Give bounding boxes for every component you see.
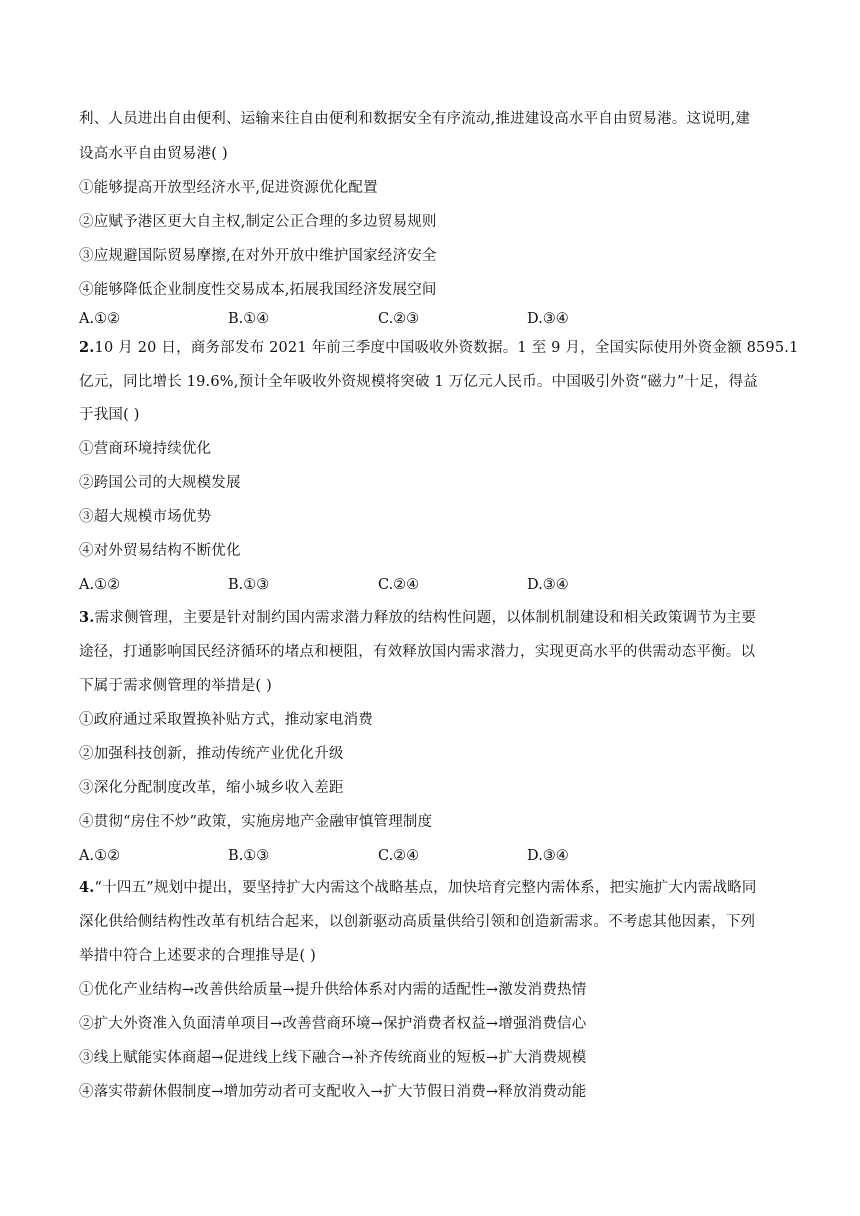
q1-option-c[interactable]: C.②③	[378, 311, 420, 327]
q3-statement-3: ③深化分配制度改革，缩小城乡收入差距	[79, 780, 344, 796]
q1-statement-3: ③应规避国际贸易摩擦,在对外开放中维护国家经济安全	[79, 248, 437, 264]
q2-stem-line-3: 于我国( )	[79, 407, 140, 423]
q3-stem-line-3: 下属于需求侧管理的举措是( )	[79, 678, 272, 694]
q3-stem-text-1: 需求侧管理，主要是针对制约国内需求潜力释放的结构性问题，以体制机制建设和相关政策调节为主要	[94, 610, 757, 626]
q1-stem-line-1: 利、人员进出自由便利、运输来往自由便利和数据安全有序流动,推进建设高水平自由贸易港。这说明,建	[79, 111, 751, 127]
q2-option-c[interactable]: C.②④	[378, 577, 420, 593]
q4-statement-4: ④落实带薪休假制度→增加劳动者可支配收入→扩大节假日消费→释放消费动能	[79, 1084, 587, 1100]
q4-statement-3: ③线上赋能实体商超→促进线上线下融合→补齐传统商业的短板→扩大消费规模	[79, 1050, 587, 1066]
q4-statement-2: ②扩大外资准入负面清单项目→改善营商环境→保护消费者权益→增强消费信心	[79, 1016, 587, 1032]
q2-option-a[interactable]: A.①②	[79, 577, 121, 593]
q1-statement-1: ①能够提高开放型经济水平,促进资源优化配置	[79, 180, 378, 196]
q3-statement-4: ④贯彻“房住不炒”政策，实施房地产金融审慎管理制度	[79, 814, 433, 830]
q3-statement-1: ①政府通过采取置换补贴方式，推动家电消费	[79, 712, 373, 728]
q3-option-c[interactable]: C.②④	[378, 848, 420, 864]
q2-statement-2: ②跨国公司的大规模发展	[79, 475, 241, 491]
q1-option-b[interactable]: B.①④	[228, 311, 270, 327]
q2-statement-3: ③超大规模市场优势	[79, 509, 212, 525]
q3-stem-line-2: 途径，打通影响国民经济循环的堵点和梗阻，有效释放国内需求潜力，实现更高水平的供需动态平衡。以	[79, 644, 756, 660]
q1-option-a[interactable]: A.①②	[79, 311, 121, 327]
q1-statement-4: ④能够降低企业制度性交易成本,拓展我国经济发展空间	[79, 282, 437, 298]
q2-number: 2.	[79, 339, 95, 356]
q4-stem-line-2: 深化供给侧结构性改革有机结合起来，以创新驱动高质量供给引领和创造新需求。不考虑其他因素，下列	[79, 914, 756, 930]
q2-option-d[interactable]: D.③④	[527, 577, 569, 593]
q1-statement-2: ②应赋予港区更大自主权,制定公正合理的多边贸易规则	[79, 214, 437, 230]
q2-statement-1: ①营商环境持续优化	[79, 441, 212, 457]
q4-stem-text-1: “十四五”规划中提出，要坚持扩大内需这个战略基点，加快培育完整内需体系，把实施扩大内需战略同	[94, 880, 757, 896]
q4-number: 4.	[79, 879, 95, 896]
q4-stem-line-3: 举措中符合上述要求的合理推导是( )	[79, 948, 317, 964]
q3-stem-line-1	[79, 607, 799, 629]
q2-statement-4: ④对外贸易结构不断优化	[79, 543, 241, 559]
q3-option-a[interactable]: A.①②	[79, 848, 121, 864]
q3-number: 3.	[79, 609, 95, 626]
q3-option-b[interactable]: B.①③	[228, 848, 270, 864]
q2-stem-line-1	[79, 337, 799, 359]
q3-statement-2: ②加强科技创新，推动传统产业优化升级	[79, 746, 344, 762]
q2-stem-text-1: 10 月 20 日，商务部发布 2021 年前三季度中国吸收外资数据。1 至 9 月，全国实际使用外资金额 8595.1	[94, 340, 799, 356]
q4-statement-1: ①优化产业结构→改善供给质量→提升供给体系对内需的适配性→激发消费热情	[79, 982, 587, 998]
q3-option-d[interactable]: D.③④	[527, 848, 569, 864]
q1-stem-line-2: 设高水平自由贸易港( )	[79, 146, 228, 162]
q1-option-d[interactable]: D.③④	[527, 311, 569, 327]
q2-stem-line-2: 亿元，同比增长 19.6%,预计全年吸收外资规模将突破 1 万亿元人民币。中国吸引外资“磁力”十足，得益	[79, 374, 758, 390]
q4-stem-line-1	[79, 877, 799, 899]
q2-option-b[interactable]: B.①③	[228, 577, 270, 593]
